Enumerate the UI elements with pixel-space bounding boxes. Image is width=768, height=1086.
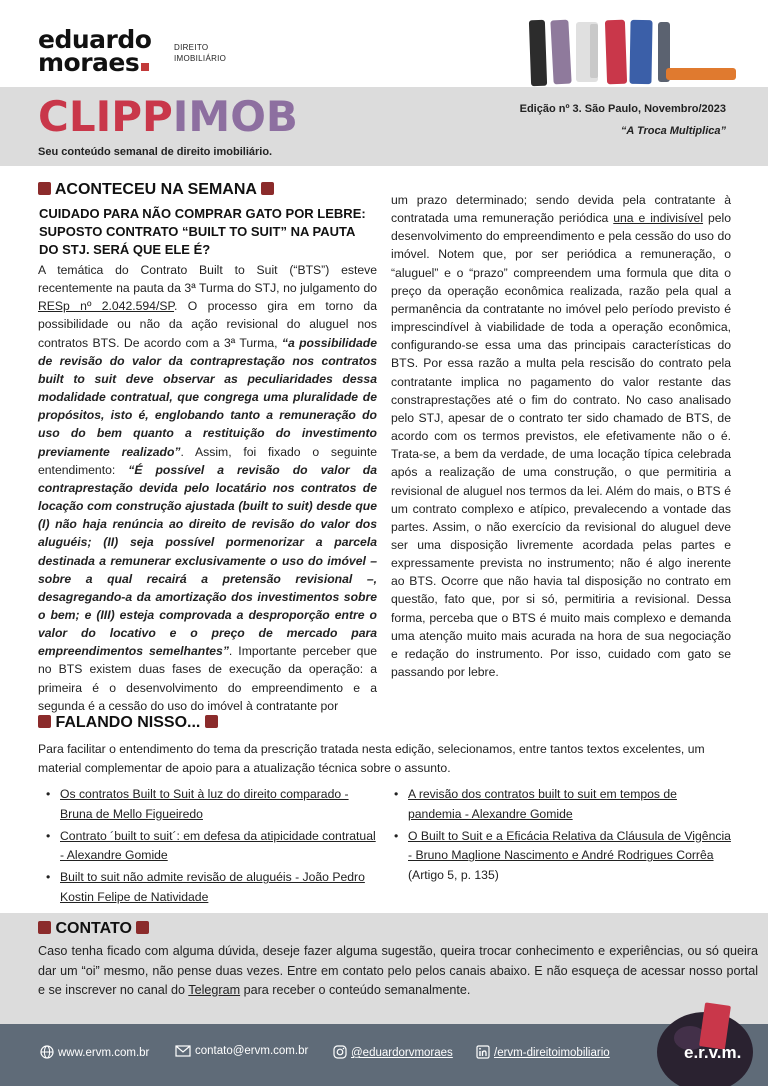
section-heading-falando bbox=[38, 714, 218, 732]
resp-link[interactable]: RESp nº 2.042.594/SP bbox=[38, 299, 175, 314]
brush-strokes-decoration bbox=[526, 18, 738, 88]
stj-quote-1: “a possibilidade de revisão do valor da contraprestação nos contratos built to suit deve observar as peculiaridades dessa modalidade contratual, que congrega uma pluralidade de propósitos, isto é, englobando tanto a remuneração do uso do bem quanto a restituição do investimento previamente realizado” bbox=[38, 335, 377, 459]
list-item bbox=[40, 827, 380, 867]
logo bbox=[38, 25, 152, 77]
section-heading-text: ACONTECEU NA SEMANA bbox=[54, 181, 257, 198]
footer-email[interactable] bbox=[175, 1045, 308, 1057]
title-part-clipp: CLIPP bbox=[38, 92, 173, 141]
square-bullet-icon bbox=[261, 182, 274, 195]
website-text: www.ervm.com.br bbox=[58, 1047, 150, 1059]
list-item bbox=[388, 785, 733, 825]
article-right-column bbox=[391, 191, 731, 681]
globe-icon bbox=[40, 1045, 54, 1059]
square-bullet-icon bbox=[136, 921, 149, 934]
footer-linkedin[interactable] bbox=[476, 1045, 610, 1059]
footer-instagram[interactable] bbox=[333, 1045, 453, 1059]
email-text: contato@ervm.com.br bbox=[195, 1045, 309, 1057]
mail-icon bbox=[175, 1045, 191, 1057]
article-title: CUIDADO PARA NÃO COMPRAR GATO POR LEBRE: SUPOSTO CONTRATO “BUILT TO SUIT” NA PAUTA DO STJ. SERÁ QUE ELE É? bbox=[39, 206, 366, 257]
stj-quote-2: “É possível a revisão do valor da contraprestação devida pelo locatário nos contratos de locação com construção ajustada (built to suit) desde que (I) não haja renúncia ao direito de revisão do valor dos aluguéis; (II) seja possível pormenorizar a parcela destinada a remunerar exclusivamente o uso do imóvel – sobre a qual recairá a pretensão revisional –, desagregando-a da amortização dos investimentos sobre o bem; e (III) esteja comprovada a desproporção entre o valor do locativo e o preço de mercado para empreendimentos semelhantes” bbox=[38, 462, 377, 659]
footer-website[interactable] bbox=[40, 1045, 149, 1059]
list-item bbox=[388, 827, 733, 886]
reference-link[interactable]: Contrato ´built to suit´: em defesa da atipicidade contratual - Alexandre Gomide bbox=[60, 828, 376, 863]
ervm-brand: e.r.v.m. bbox=[684, 1043, 742, 1062]
reference-link[interactable]: Built to suit não admite revisão de aluguéis - João Pedro Kostin Felipe de Natividade bbox=[60, 870, 365, 904]
article-left-column bbox=[38, 205, 377, 715]
edition-line: Edição nº 3. São Paulo, Novembro/2023 bbox=[519, 103, 726, 115]
logo-sub-line2: IMOBILIÁRIO bbox=[174, 54, 227, 63]
linkedin-text: /ervm-direitoimobiliario bbox=[494, 1047, 610, 1059]
logo-subtitle bbox=[174, 42, 226, 64]
list-item bbox=[40, 785, 380, 825]
section-heading-text: FALANDO NISSO... bbox=[55, 714, 201, 731]
reference-suffix: (Artigo 5, p. 135) bbox=[408, 868, 499, 883]
edition-quote: “A Troca Multiplica” bbox=[620, 125, 726, 137]
reference-link[interactable]: A revisão dos contratos built to suit em tempos de pandemia - Alexandre Gomide bbox=[408, 787, 677, 821]
square-bullet-icon bbox=[38, 921, 51, 934]
square-bullet-icon bbox=[38, 182, 51, 195]
instagram-text: @eduardorvmoraes bbox=[351, 1047, 453, 1059]
article-paragraph-1: A temática do Contrato Built to Suit (“BTS”) esteve recentemente na pauta da 3ª Turma do STJ, no julgamento do RESp nº 2.042.594/SP. O processo gira em torno da possibilidade ou não da ação revisional do aluguel nos contratos BTS. De acordo com a 3ª Turma, “a possibilidade de revisão do valor da contraprestação nos contratos built to suit deve observar as peculiaridades dessa modalidade contratual, que congrega uma pluralidade de propósitos, isto é, englobando tanto a remuneração do uso do bem quanto a restituição do investimento previamente realizado”. Assim, foi fixado o seguinte entendimento: “É possível a revisão do valor da contraprestação devida pelo locatário nos contratos de locação com construção ajustada (built to suit) desde que (I) não haja renúncia ao direito de revisão do valor dos aluguéis; (II) seja possível pormenorizar a parcela destinada a remunerar exclusivamente o uso do imóvel – sobre a qual recairá a pretensão revisional –, desagregando-a da amortização dos investimentos sobre o bem; e (III) esteja comprovada a desproporção entre o valor do locativo e o preço de mercado para empreendimentos semelhantes”. Importante perceber que no BTS existem duas fases de execução da operação: a primeira é o desenvolvimento do empreendimento e a segunda é a cessão do uso do imóvel à contratante por bbox=[38, 263, 378, 713]
logo-dot bbox=[141, 63, 149, 71]
newsletter-subtitle: Seu conteúdo semanal de direito imobiliário. bbox=[38, 146, 273, 158]
contact-text: Caso tenha ficado com alguma dúvida, deseje fazer alguma sugestão, queira trocar conhecimento e experiências, ou só queira dar um “oi” mesmo, não pense duas vezes. Entre em contato pelo pelos canais abaixo. E não esqueça de acessar nosso portal e se inscrever no canal do Telegram para receber o conteúdo semanalmente. bbox=[38, 944, 758, 997]
logo-line1: eduardo bbox=[38, 25, 152, 54]
section-heading-text: CONTATO bbox=[55, 920, 132, 937]
instagram-icon bbox=[333, 1045, 347, 1059]
edition-info bbox=[520, 98, 726, 142]
linkedin-icon bbox=[476, 1045, 490, 1059]
section-heading-aconteceu bbox=[38, 181, 274, 199]
square-bullet-icon bbox=[38, 715, 51, 728]
references-intro: Para facilitar o entendimento do tema da prescrição tratada nesta edição, selecionamos, entre tantos textos excelentes, um material complementar de apoio para a atualização técnica sobre o assunto. bbox=[38, 742, 705, 775]
reference-link[interactable]: O Built to Suit e a Eficácia Relativa da Cláusula de Vigência - Bruno Maglione Nascimento e André Rodrigues Corrêa bbox=[408, 828, 731, 863]
square-bullet-icon bbox=[205, 715, 218, 728]
telegram-link[interactable]: Telegram bbox=[188, 983, 241, 997]
logo-line2: moraes bbox=[38, 48, 140, 77]
una-indivisivel-link[interactable]: una e indivisível bbox=[613, 211, 704, 226]
section-heading-contato bbox=[38, 920, 149, 938]
logo-sub-line1: DIREITO bbox=[174, 43, 209, 52]
references-right-list bbox=[388, 785, 733, 888]
title-part-imob: IMOB bbox=[172, 92, 298, 141]
references-left-list bbox=[40, 785, 380, 910]
newsletter-title bbox=[38, 92, 298, 142]
list-item bbox=[40, 868, 380, 908]
reference-link[interactable]: Os contratos Built to Suit à luz do direito comparado - Bruna de Mello Figueiredo bbox=[60, 787, 349, 821]
article-paragraph-2: um prazo determinado; sendo devida pela contratante à contratada uma remuneração periódica una e indivisível pelo desenvolvimento do empreendimento e pela cessão do uso do imóvel. Notem que, por ser periódica a remuneração, o “aluguel” e o “prazo” compreendem uma formula que dita o preço da operação econômica realizada, razão pela qual a permanência da contratante no imóvel pelo período previsto é imprescindível à viabilidade de toda a operação econômica, configurando-se essa uma das principais características do BTS. Por essa razão a multa pela rescisão do contrato pela contratante implica no pagamento do valor restante das constraprestações até o fim do contrato. No caso analisado pelo STJ, apesar de o contrato ter sido chamado de BTS, de acordo com os termos previstos, ele efetivamente não o é. Trata-se, a bem da verdade, de uma locação típica celebrada após a realização de uma construção, o que permitiria a revisional de aluguel nos termos da lei. Além do mais, o BTS é um contrato complexo e atípico, prevalecendo a vontade das partes. Assim, o não exercício da revisional do aluguel deve ser uma disposição livremente acordada pelas partes e expressamente prevista no instrumento; não é algo inerente ao BTS. Ocorre que não havia tal disposição no contrato em questão, fato que, por si só, permitiria a revisional. Dessa forma, perceba que o BTS é muito mais complexo e demanda uma atenção muito mais acurada na hora de sua negociação e redação do instrumento. Por isso, cuidado com gato se passando por lebre. bbox=[391, 193, 731, 680]
